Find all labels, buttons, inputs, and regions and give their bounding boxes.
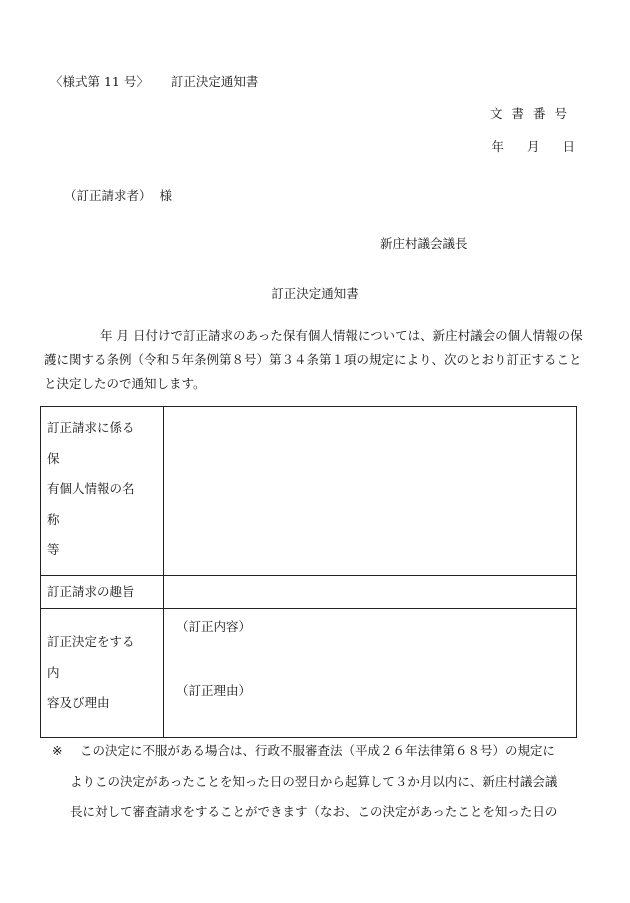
label-line: 訂正決定をする bbox=[47, 634, 135, 650]
label-line: 有個人情報の名 bbox=[47, 481, 135, 497]
decision-content-value bbox=[164, 609, 577, 738]
label-line: 等 bbox=[47, 542, 60, 558]
body-paragraph bbox=[44, 324, 584, 396]
form-number: 〈様式第 11 号〉 bbox=[50, 74, 149, 89]
form-number-line bbox=[50, 72, 258, 90]
honorific: 様 bbox=[159, 188, 173, 203]
table-row bbox=[41, 407, 577, 576]
note-line: この決定に不服がある場合は、行政不服審査法（平成２６年法律第６８号）の規定に bbox=[80, 743, 556, 758]
addressee bbox=[64, 186, 172, 204]
decision-content-label bbox=[41, 609, 164, 738]
date-day: 日 bbox=[562, 139, 576, 154]
personal-info-label bbox=[41, 407, 164, 576]
date-month: 月 bbox=[526, 139, 541, 154]
sender-name: 新庄村議会議長 bbox=[380, 236, 468, 251]
request-purpose-value bbox=[164, 576, 577, 609]
table-row bbox=[41, 576, 577, 609]
note-line: よりこの決定があったことを知った日の翌日から起算して３か月以内に、新庄村議会議 bbox=[70, 773, 558, 789]
form-title: 訂正決定通知書 bbox=[170, 74, 259, 89]
document-number-label: 文書番号 bbox=[489, 106, 576, 121]
label-line: 訂正請求に係る bbox=[47, 420, 135, 435]
date-line bbox=[469, 137, 576, 155]
date-year: 年 bbox=[491, 139, 505, 154]
request-purpose-label: 訂正請求の趣旨 bbox=[41, 576, 164, 609]
note-line: 長に対して審査請求をすることができます（なお、この決定があったことを知った日の bbox=[70, 804, 558, 819]
requester-placeholder: （訂正請求者） bbox=[64, 188, 152, 203]
label-line: 内 bbox=[47, 664, 60, 680]
table-row bbox=[41, 609, 577, 738]
document-title: 訂正決定通知書 bbox=[271, 286, 359, 301]
body-text: 年 月 日付けで訂正請求のあった保有個人情報については、新庄村議会の個人情報の保護に関する条例（令和５年条例第８号）第３４条第１項の規定により、次のとおり訂正することと決定したので通知します。 bbox=[44, 328, 583, 391]
correction-content-label: （訂正内容） bbox=[176, 619, 252, 634]
label-line: 保 bbox=[47, 450, 60, 466]
correction-reason-label: （訂正理由） bbox=[176, 683, 252, 698]
label-line: 称 bbox=[47, 511, 60, 527]
appeal-notice bbox=[52, 736, 592, 828]
note-mark: ※ bbox=[52, 743, 63, 758]
personal-info-value bbox=[164, 407, 577, 576]
decision-table bbox=[40, 406, 577, 738]
label-line: 容及び理由 bbox=[47, 695, 110, 711]
